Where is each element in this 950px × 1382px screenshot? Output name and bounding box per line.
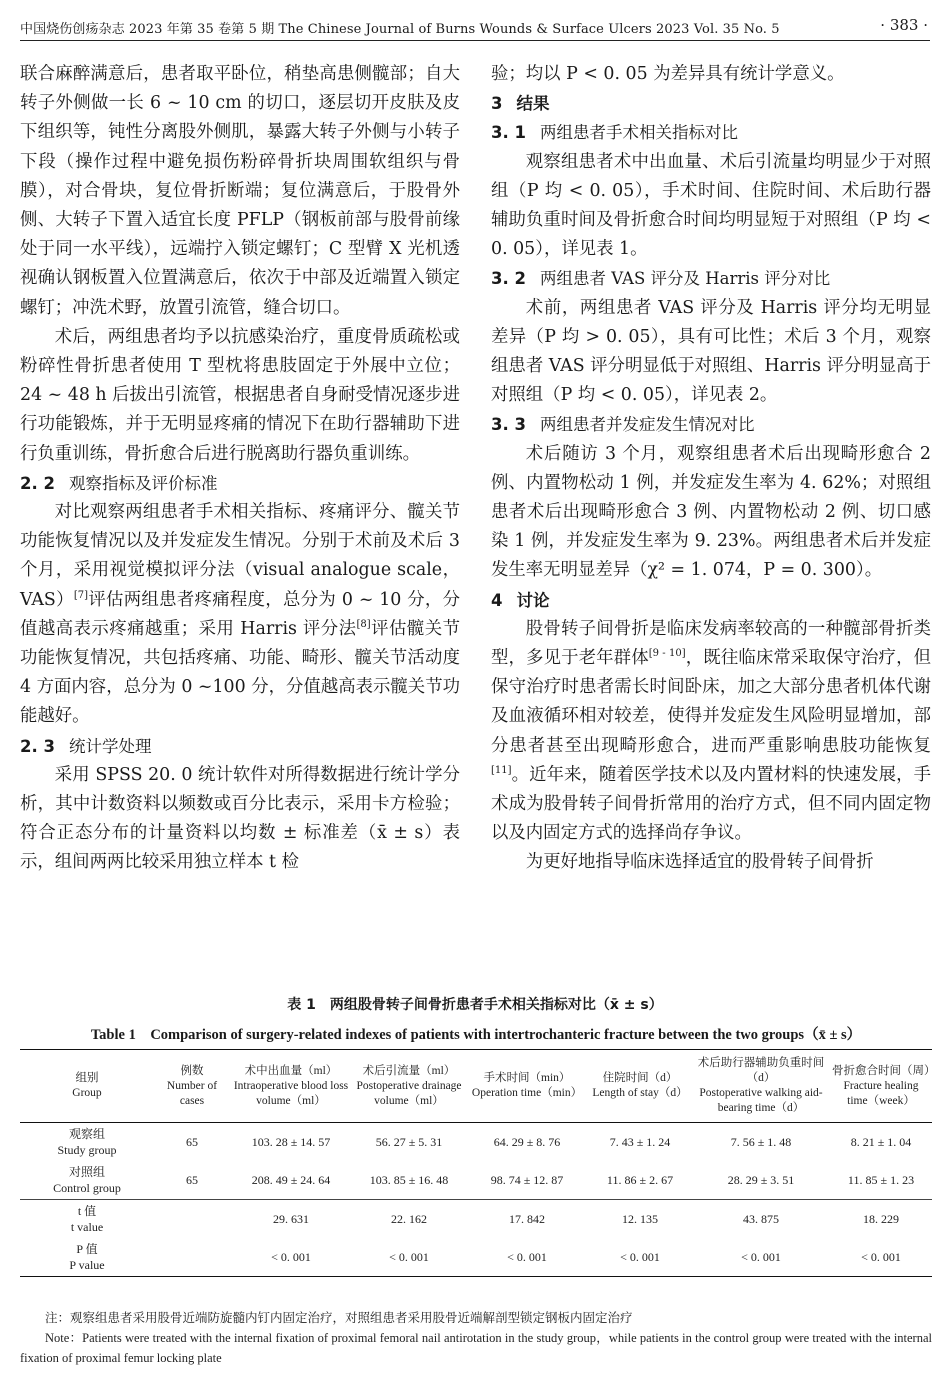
table-note-cn: 注：观察组患者采用股骨近端防旋髓内钉内固定治疗，对照组患者采用股骨近端解剖型锁定钢板内固定治疗 — [45, 1310, 633, 1325]
table-cell: 65 — [186, 1173, 198, 1187]
header-operation-time — [466, 1050, 588, 1123]
table-row-p-value — [20, 1238, 932, 1277]
table-cell: < 0. 001 — [230, 1238, 352, 1277]
table-cell — [154, 1238, 230, 1277]
section-title: 讨论 — [516, 590, 550, 610]
table-notes — [20, 1308, 932, 1368]
table-note-en: Note：Patients were treated with the internal fixation of proximal femoral nail antirotation in the study group，while patients in the control group were treated with the internal fixation of proximal femur locking plate — [20, 1331, 932, 1365]
header-cn: 术后助行器辅助负重时间（d） — [697, 1057, 825, 1084]
row-label-cn: 观察组 — [68, 1127, 105, 1141]
header-en: Group — [72, 1087, 102, 1099]
table-cell: 103. 28 ± 14. 57 — [251, 1135, 331, 1149]
left-column — [20, 60, 460, 878]
citation-ref: [9 - 10] — [648, 648, 686, 660]
table-cell: 43. 875 — [692, 1200, 830, 1239]
row-label-en: Control group — [53, 1181, 121, 1195]
table-cell: < 0. 001 — [830, 1238, 932, 1277]
row-label — [20, 1123, 154, 1162]
header-cn: 手术时间（min） — [483, 1072, 571, 1084]
section-title: 两组患者 VAS 评分及 Harris 评分对比 — [539, 269, 831, 289]
header-blood-loss — [230, 1050, 352, 1123]
table-cell: 7. 56 ± 1. 48 — [730, 1135, 792, 1149]
header-drainage — [352, 1050, 466, 1123]
row-label-cn: t 值 — [77, 1204, 97, 1218]
table-cell: < 0. 001 — [588, 1238, 692, 1277]
row-label — [20, 1200, 154, 1239]
citation-ref: [7] — [73, 589, 89, 601]
table-cell: 98. 74 ± 12. 87 — [490, 1173, 564, 1187]
paragraph-observation-indicators — [20, 498, 460, 732]
text-segment: 评估两组患者疼痛程度，总分为 0 ~ 10 分，分值越高表示疼痛越重；采用 Harris 评分法 — [20, 589, 460, 639]
table-cell: 17. 842 — [466, 1200, 588, 1239]
section-number: 3 — [491, 94, 503, 114]
row-label-en: P value — [69, 1258, 105, 1272]
section-heading-3 — [491, 89, 931, 118]
section-title: 两组患者手术相关指标对比 — [539, 123, 738, 143]
table-cell: 22. 162 — [352, 1200, 466, 1239]
header-healing-time — [830, 1050, 936, 1123]
text-segment: 。近年来，随着医学技术以及内置材料的快速发展，手术成为股骨转子间骨折常用的治疗方式，但不同内固定物以及内固定方式的选择尚存争议。 — [491, 764, 931, 844]
table-cell: 103. 85 ± 16. 48 — [369, 1173, 449, 1187]
section-heading-3-2 — [491, 264, 931, 293]
table-cell: 18. 229 — [830, 1200, 932, 1239]
header-en: Fracture healing time（week） — [843, 1079, 919, 1107]
row-label — [20, 1161, 154, 1200]
citation-ref: [11] — [491, 765, 512, 777]
section-number: 3. 1 — [491, 123, 526, 143]
header-en: Postoperative drainage volume（ml） — [356, 1079, 462, 1107]
header-group — [20, 1050, 154, 1123]
paragraph-statistics-cont: 验；均以 P < 0. 05 为差异具有统计学意义。 — [491, 64, 845, 84]
header-cases — [154, 1050, 230, 1123]
table-cell: 11. 86 ± 2. 67 — [606, 1173, 674, 1187]
section-number: 2. 2 — [20, 473, 55, 493]
section-title: 观察指标及评价标准 — [68, 473, 218, 493]
table-cell: < 0. 001 — [692, 1238, 830, 1277]
table-cell: 12. 135 — [588, 1200, 692, 1239]
running-head — [20, 16, 930, 41]
header-cn: 术后引流量（ml） — [362, 1064, 456, 1077]
section-number: 2. 3 — [20, 736, 55, 756]
header-cn: 例数 — [180, 1064, 204, 1077]
header-walking-aid-time — [692, 1050, 830, 1123]
header-en: Number of cases — [166, 1079, 218, 1107]
section-heading-4 — [491, 586, 931, 615]
section-heading-2-3 — [20, 732, 460, 761]
row-label-en: Study group — [57, 1143, 117, 1157]
table-cell: 28. 29 ± 3. 51 — [727, 1173, 795, 1187]
header-cn: 住院时间（d） — [602, 1072, 678, 1084]
section-heading-3-3 — [491, 410, 931, 439]
text-segment: ，既往临床常采取保守治疗，但保守治疗时患者需长时间卧床，加之大部分患者机体代谢及血液循环相对较差，使得并发症发生风险明显增加，部分患者甚至出现畸形愈合，进而严重影响患肢功能恢复 — [491, 648, 931, 756]
section-heading-2-2 — [20, 469, 460, 498]
section-title: 统计学处理 — [68, 736, 152, 756]
table-cell: 208. 49 ± 24. 64 — [251, 1173, 331, 1187]
results-table — [20, 1049, 936, 1277]
header-en: Length of stay（d） — [592, 1087, 688, 1099]
row-label-en: t value — [70, 1220, 104, 1234]
paragraph-results-vas: 术前，两组患者 VAS 评分及 Harris 评分均无明显差异（P 均 > 0. 05），具有可比性；术后 3 个月，观察组患者 VAS 评分明显低于对照组、Harris 评分明显高于对照组（P 均 < 0. 05），详见表 2。 — [491, 297, 931, 406]
citation-ref: [8] — [356, 619, 371, 631]
header-en: Intraoperative blood loss volume（ml） — [233, 1079, 349, 1107]
paragraph-surgery-procedure: 联合麻醉满意后，患者取平卧位，稍垫高患侧髋部；自大转子外侧做一长 6 ~ 10 cm 的切口，逐层切开皮肤及皮下组织等，钝性分离股外侧肌，暴露大转子外侧与小转子下段（操作过程中避免损伤粉碎骨折块周围软组织与骨膜），对合骨块，复位骨折断端；复位满意后，于股骨外侧、大转子下置入适宜长度 PFLP（钢板前部与股骨前缘处于同一水平线），远端拧入锁定螺钉；C 型臂 X 光机透视确认钢板置入位置满意后，依次于中部及近端置入锁定螺钉；冲洗术野，放置引流管，缝合切口。 — [20, 64, 460, 318]
section-number: 4 — [491, 590, 503, 610]
table-row-control-group — [20, 1161, 932, 1200]
paragraph-statistics: 采用 SPSS 20. 0 统计软件对所得数据进行统计学分析，其中计数资料以频数或百分比表示，采用卡方检验；符合正态分布的计量资料以均数 ± 标准差（x̄ ± s）表示，组间两两比较采用独立样本 t 检 — [20, 764, 460, 873]
paragraph-postoperative-care: 术后，两组患者均予以抗感染治疗，重度骨质疏松或粉碎性骨折患者使用 T 型枕将患肢固定于外展中立位；24 ~ 48 h 后拔出引流管，根据患者自身耐受情况逐步进行功能锻炼，并于无明显疼痛的情况下在助行器辅助下进行负重训练，骨折愈合后进行脱离助行器负重训练。 — [20, 326, 460, 464]
section-heading-3-1 — [491, 118, 931, 147]
row-label — [20, 1238, 154, 1277]
paragraph-discussion-2: 为更好地指导临床选择适宜的股骨转子间骨折 — [525, 852, 874, 873]
header-length-of-stay — [588, 1050, 692, 1123]
page-number: · 383 · — [880, 16, 928, 34]
journal-header: 中国烧伤创疡杂志 2023 年第 35 卷第 5 期 The Chinese Journal of Burns Wounds & Surface Ulcers 2023 Vol. 35 No. 5 — [20, 22, 780, 37]
table-cell: 65 — [186, 1135, 198, 1149]
section-title: 两组患者并发症发生情况对比 — [539, 415, 755, 435]
table-cell: 29. 631 — [230, 1200, 352, 1239]
row-label-cn: P 值 — [76, 1242, 98, 1256]
text-segment: 股骨转子间骨折是临床发病率较高的一种髋部骨折类型，多见于老年群体 — [491, 618, 931, 669]
table-title-en: Table 1 Comparison of surgery-related indexes of patients with intertrochanteric fracture between the two groups（x̄ ± s） — [90, 1027, 862, 1043]
header-cn: 术中出血量（ml） — [244, 1064, 338, 1077]
table-cell — [154, 1200, 230, 1239]
table-cell: < 0. 001 — [466, 1238, 588, 1277]
table-cell: 56. 27 ± 5. 31 — [375, 1135, 443, 1149]
section-title: 结果 — [516, 94, 550, 114]
paragraph-results-surgery: 观察组患者术中出血量、术后引流量均明显少于对照组（P 均 < 0. 05），手术时间、住院时间、术后助行器辅助负重时间及骨折愈合时间均明显短于对照组（P 均 < 0. 05），详见表 1。 — [491, 151, 931, 260]
table-cell: 8. 21 ± 1. 04 — [850, 1135, 912, 1149]
row-label-cn: 对照组 — [68, 1165, 105, 1179]
header-en: Postoperative walking aid-bearing time（d） — [699, 1087, 823, 1114]
table-cell: < 0. 001 — [352, 1238, 466, 1277]
section-number: 3. 2 — [491, 269, 526, 289]
table-cell: 11. 85 ± 1. 23 — [847, 1173, 915, 1187]
header-cn: 组别 — [75, 1072, 99, 1084]
text-segment: 对比观察两组患者手术相关指标、疼痛评分、髋关节功能恢复情况以及并发症发生情况。分别于术前及术后 3 个月，采用视觉模拟评分法（visual analogue scale，VAS） — [20, 502, 460, 610]
table-cell: 7. 43 ± 1. 24 — [609, 1135, 671, 1149]
header-en: Operation time（min） — [471, 1087, 583, 1099]
table-cell: 64. 29 ± 8. 76 — [493, 1135, 561, 1149]
text-segment: 评估髋关节功能恢复情况，共包括疼痛、功能、畸形、髋关节活动度 4 方面内容，总分为 0 ~100 分，分值越高表示髋关节功能越好。 — [20, 618, 460, 727]
table-header-row — [20, 1050, 932, 1123]
right-column — [491, 60, 931, 878]
section-number: 3. 3 — [491, 415, 526, 435]
header-cn: 骨折愈合时间（周） — [832, 1064, 936, 1077]
paragraph-discussion — [491, 615, 931, 849]
table-row-t-value — [20, 1200, 932, 1239]
table-row-study-group — [20, 1123, 932, 1162]
table-title-cn: 表 1 两组股骨转子间骨折患者手术相关指标对比（x̄ ± s） — [287, 997, 663, 1013]
paragraph-results-complications: 术后随访 3 个月，观察组患者术后出现畸形愈合 2 例、内置物松动 1 例，并发症发生率为 4. 62%；对照组患者术后出现畸形愈合 3 例、内置物松动 2 例、切口感染 1 例，并发症发生率为 9. 23%。两组患者术后并发症发生率无明显差异（χ² = 1. 074，P = 0. 300）。 — [491, 443, 931, 581]
